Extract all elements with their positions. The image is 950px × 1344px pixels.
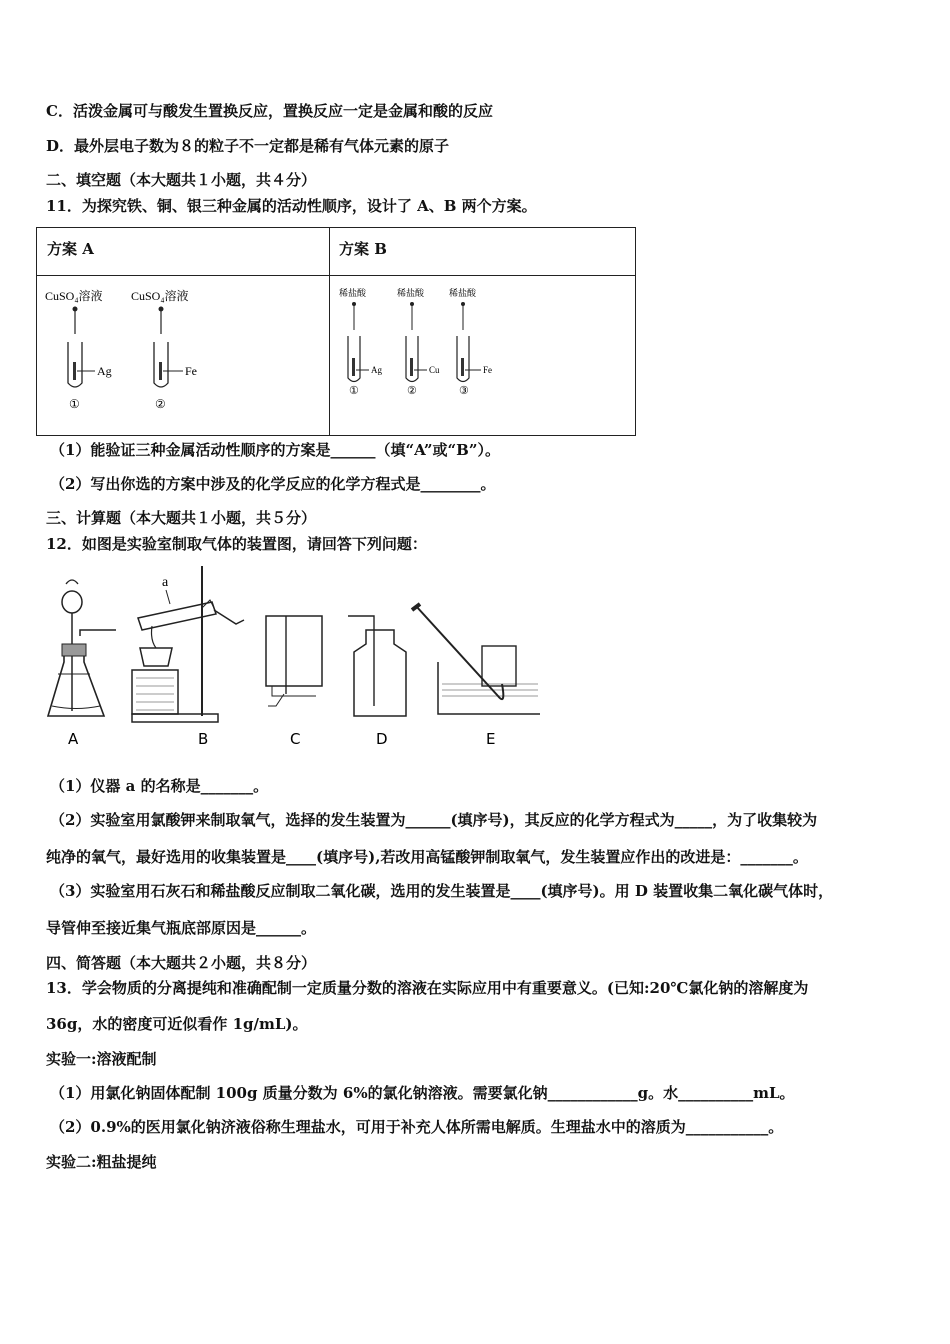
question-11-2: （2）写出你选的方案中涉及的化学反应的化学方程式是________。 [50,475,496,493]
test-tube-icon [457,302,492,397]
metal-label: Ag [371,365,382,375]
test-tube-icon [348,302,382,397]
apparatus-label-d: D [376,730,388,748]
tube-number: ② [155,397,166,411]
apparatus-d [348,616,406,716]
instrument-a-label: a [162,575,169,590]
tube-number: ③ [459,385,469,397]
apparatus-c [266,616,322,706]
test-tube-icon [154,307,197,412]
question-12: 12．如图是实验室制取气体的装置图，请回答下列问题： [46,535,427,553]
question-12-1: （1）仪器 a 的名称是_______。 [50,777,269,795]
apparatus-label-e: E [486,730,496,748]
experiment-2-heading: 实验二:粗盐提纯 [46,1153,157,1171]
question-13-2: （2）0.9%的医用氯化钠济液俗称生理盐水，可用于补充人体所需电解质。生理盐水中的溶质为___________。 [50,1118,784,1136]
scheme-a-reagent-2: CuSO₄溶液 [131,289,189,303]
scheme-b-figure [331,278,631,433]
metal-label: Ag [97,364,112,378]
section-3-heading: 三、计算题（本大题共１小题，共５分） [46,509,317,527]
question-13b: 36g，水的密度可近似看作 1g/mL)。 [46,1015,308,1033]
apparatus-label-b: B [198,730,209,748]
question-13a: 13．学会物质的分离提纯和准确配制一定质量分数的溶液在实际应用中有重要意义。(已知:20℃氯化钠的溶解度为 [46,979,809,997]
tube-number: ② [407,385,417,397]
apparatus-figure [40,566,540,751]
section-2-heading: 二、填空题（本大题共１小题，共４分） [46,171,317,189]
question-12-3b: 导管伸至接近集气瓶底部原因是______。 [46,919,317,937]
question-12-2b: 纯净的氧气，最好选用的收集装置是____(填序号),若改用高锰酸钾制取氧气，发生装置应作出的改进是：_______。 [46,848,808,866]
apparatus-e [412,604,540,714]
apparatus-label-c: C [290,730,301,748]
question-12-3a: （3）实验室用石灰石和稀盐酸反应制取二氧化碳，选用的发生装置是____(填序号)。用 D 装置收集二氧化碳气体时， [50,882,834,900]
test-tube-icon [68,307,112,412]
scheme-a-header: 方案 A [47,240,94,258]
test-tube-icon [406,302,440,397]
apparatus-a [48,580,116,716]
metal-label: Fe [185,364,197,378]
option-d: D．最外层电子数为８的粒子不一定都是稀有气体元素的原子 [46,137,450,155]
question-12-2a: （2）实验室用氯酸钾来制取氧气，选择的发生装置为______(填序号)，其反应的化学方程式为_____，为了收集较为 [50,811,818,829]
scheme-b-reagent-3: 稀盐酸 [449,288,477,298]
option-c: C．活泼金属可与酸发生置换反应，置换反应一定是金属和酸的反应 [46,102,493,120]
tube-number: ① [349,385,359,397]
question-11-1: （1）能验证三种金属活动性顺序的方案是______（填“A”或“B”）。 [50,441,500,459]
metal-label: Cu [429,365,440,375]
scheme-b-header: 方案 B [339,240,387,258]
scheme-b-reagent-2: 稀盐酸 [397,288,425,298]
tube-number: ① [69,397,80,411]
metal-label: Fe [483,365,492,375]
apparatus-b [132,566,244,722]
question-13-1: （1）用氯化钠固体配制 100g 质量分数为 6%的氯化钠溶液。需要氯化钠____________g。水__________mL。 [50,1084,795,1102]
scheme-table [36,227,636,436]
scheme-b-reagent-1: 稀盐酸 [339,288,367,298]
scheme-a-figure [37,278,327,433]
scheme-a-reagent-1: CuSO₄溶液 [45,289,103,303]
experiment-1-heading: 实验一:溶液配制 [46,1050,157,1068]
section-4-heading: 四、简答题（本大题共２小题，共８分） [46,954,317,972]
apparatus-label-a: A [68,730,79,748]
question-11: 11．为探究铁、铜、银三种金属的活动性顺序，设计了 A、B 两个方案。 [46,197,537,215]
